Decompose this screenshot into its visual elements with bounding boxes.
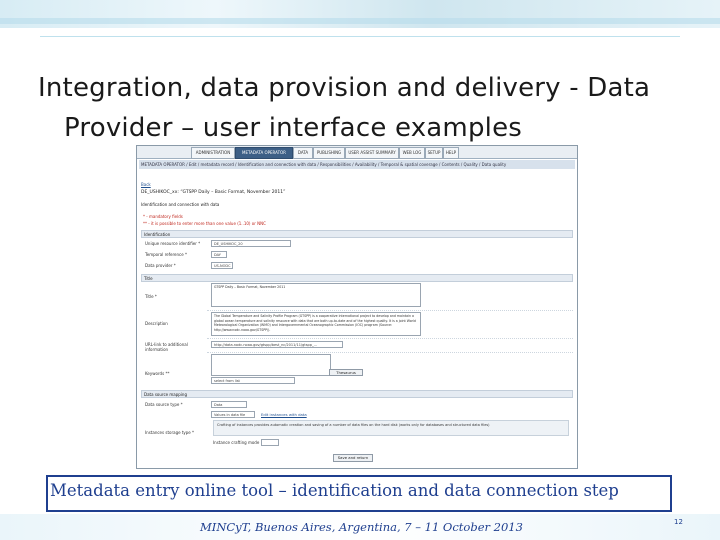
step-title: Identification and connection with data [141,202,220,207]
tab-data[interactable]: DATA [293,147,313,159]
unique-id-label: Unique resource identifier * [145,241,201,246]
datasource-type-select[interactable]: Data [211,401,247,408]
banner-shine [0,18,720,24]
header-rule [40,36,680,37]
instance-mode-label: Instance crafting mode [213,440,260,445]
multi-value-note: ** - it is possible to enter more than one value (1..10) or NNC [143,221,266,226]
description-textarea[interactable]: The Global Temperature and Salinity Profile Program (GTSPP) is a cooperative international project to develop and maintain a global ocean temperature and salinity resource with data that are both up-to-date and of the highest quality. It is a joint World Meteorological Organization (WMO) and Intergovernmental Oceanographic Commission (IOC) program (Source: http://www.nodc.noaa.gov/GTSPP/). [211,312,421,336]
footer-text: MINCyT, Buenos Aires, Argentina, 7 – 11 October 2013 [200,520,523,534]
required-note: * - mandatory fields [143,214,183,219]
tab-user-assist[interactable]: USER ASSIST SUMMARY [345,147,399,159]
title-textarea[interactable]: GTSPP Daily – Basic Format, November 2011 [211,283,421,307]
title-label: Title * [145,294,157,299]
title-line-2: Provider – user interface examples [64,113,523,143]
storage-type-label: Instances storage type * [145,430,195,435]
thesaurus-button[interactable]: Thesaurus [329,369,363,376]
edit-instances-link[interactable]: Edit instances with data [261,412,307,417]
app-screenshot [136,145,578,469]
back-link[interactable]: Back [141,182,151,187]
instance-mode-select[interactable] [261,439,279,446]
keywords-select[interactable]: select from list [211,377,295,384]
data-provider-field[interactable]: US-NODC [211,262,233,269]
section-identification: Identification [141,230,573,238]
tab-setup[interactable]: SETUP [425,147,443,159]
row-divider [207,352,573,353]
url-label: URL-link to additional information [145,342,188,352]
tab-web-log[interactable]: WEB LOG [399,147,425,159]
tab-publishing[interactable]: PUBLISHING [313,147,345,159]
row-divider [207,338,573,339]
keywords-area[interactable] [211,354,331,376]
description-label: Description [145,321,168,326]
data-provider-label: Data provider * [145,263,176,268]
tab-metadata-operator[interactable]: METADATA OPERATOR [235,147,293,159]
slide-title [38,68,698,148]
section-title: Title [141,274,573,282]
app-nav-bar [137,146,577,159]
tab-help[interactable]: HELP [443,147,459,159]
breadcrumb: METADATA OPERATOR / Edit / metadata record / Identification and connection with data / Responsibilities / Availability / Temporal & spatial coverage / Contents / Quality / Data quality [139,160,575,169]
row-divider [207,310,573,311]
slide-caption: Metadata entry online tool – identification and data connection step [50,481,619,500]
record-heading: DE_USHIKOC_xx: “GTSPP Daily – Basic Format, November 2011” [141,190,286,195]
slide-top-banner [0,0,720,28]
section-data-source: Data source mapping [141,390,573,398]
interval-label: Temporal reference * [145,252,187,257]
storage-type-select[interactable]: Values in data file [211,411,255,418]
keywords-label: Keywords ** [145,371,170,376]
save-button[interactable]: Save and return [333,454,373,462]
tab-administration[interactable]: ADMINISTRATION [191,147,235,159]
interval-select[interactable]: DAY [211,251,227,258]
title-line-1: Integration, data provision and delivery - Data [38,73,651,103]
page-number: 12 [674,518,683,526]
unique-id-field[interactable]: DE_USHIKOC_20 [211,240,291,247]
storage-note: Crafting of instances provides automatic creation and saving of a number of data files on the hard disk (works only for databases and structured data files) [213,420,569,436]
datasource-type-label: Data source type * [145,402,183,407]
url-field[interactable]: http://data.nodc.noaa.gov/gtspp/best_nc/2011/11/gtspp_... [211,341,343,348]
